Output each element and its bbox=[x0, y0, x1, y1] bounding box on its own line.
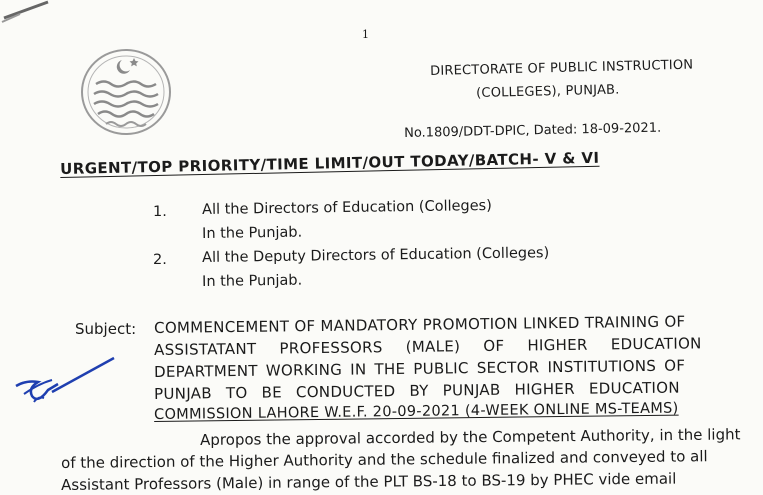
header-line-2: (COLLEGES), PUNJAB. bbox=[476, 82, 620, 101]
signature-icon bbox=[4, 356, 124, 416]
body-line-1: Apropos the approval accorded by the Competent Authority, in the light bbox=[200, 425, 741, 449]
header-line-1: DIRECTORATE OF PUBLIC INSTRUCTION bbox=[430, 57, 694, 79]
subject-line-4: PUNJAB TO BE CONDUCTED BY PUNJAB HIGHER EDUCATION bbox=[154, 378, 680, 403]
subject-line-1: COMMENCEMENT OF MANDATORY PROMOTION LINKED TRAINING OF bbox=[154, 312, 686, 337]
subject-line-5: COMMISSION LAHORE W.E.F. 20-09-2021 (4-WEEK ONLINE MS-TEAMS) bbox=[154, 400, 679, 423]
body-line-3: Assistant Professors (Male) in range of the PLT BS-18 to BS-19 by PHEC vide email bbox=[61, 469, 677, 494]
subject-label: Subject: bbox=[75, 320, 137, 338]
reference-number: No.1809/DDT-DPIC, Dated: 18-09-2021. bbox=[404, 120, 662, 141]
addressee-2-number: 2. bbox=[153, 252, 167, 268]
subject-line-2: ASSISTATANT PROFESSORS (MALE) OF HIGHER EDUCATION bbox=[154, 334, 702, 359]
page-number: 1 bbox=[362, 28, 369, 41]
addressee-1-number: 1. bbox=[153, 204, 167, 220]
punjab-emblem-icon bbox=[76, 44, 176, 140]
addressee-2-line-2: In the Punjab. bbox=[202, 272, 303, 290]
corner-mark-icon bbox=[0, 0, 60, 24]
addressee-2-line-1: All the Deputy Directors of Education (Colleges) bbox=[202, 245, 550, 266]
addressee-1-line-2: In the Punjab. bbox=[202, 224, 303, 242]
addressee-1-line-1: All the Directors of Education (Colleges) bbox=[202, 197, 492, 218]
body-line-2: of the direction of the Higher Authority and the schedule finalized and conveyed to all bbox=[61, 447, 708, 472]
subject-line-3: DEPARTMENT WORKING IN THE PUBLIC SECTOR INSTITUTIONS OF bbox=[154, 356, 686, 381]
urgent-banner: URGENT/TOP PRIORITY/TIME LIMIT/OUT TODAY/BATCH- V & VI bbox=[60, 148, 600, 178]
